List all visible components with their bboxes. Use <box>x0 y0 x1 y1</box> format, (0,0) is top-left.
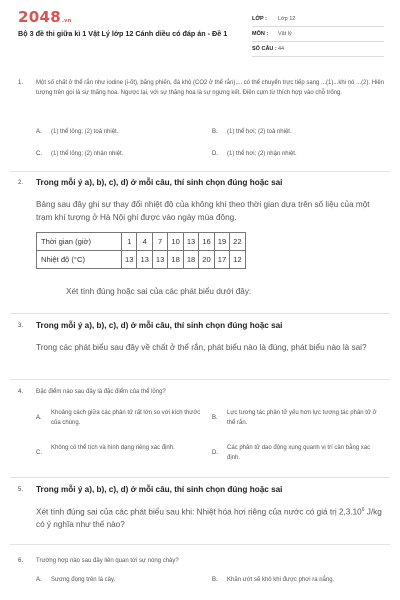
question-number: 1. <box>18 80 24 86</box>
table-cell: 18 <box>168 251 183 269</box>
option-letter: A. <box>36 577 42 583</box>
option-text: Khăn ướt sẽ khô khi được phơi ra nắng. <box>227 577 335 583</box>
option-text: Sương đọng trên lá cây. <box>51 577 116 583</box>
body-text: J/kg có ý nghĩa như thế nào? <box>36 507 382 530</box>
table-cell: 13 <box>122 251 137 269</box>
table-cell: 12 <box>230 251 245 269</box>
divider <box>10 544 390 545</box>
site-logo[interactable] <box>18 8 72 26</box>
meta-value: 44 <box>278 46 285 52</box>
question-heading: Trong mỗi ý a), b), c), d) ở mỗi câu, thí sinh chọn đúng hoặc sai <box>36 485 283 494</box>
divider <box>10 171 390 172</box>
question-number: 2. <box>18 180 24 186</box>
table-cell: 13 <box>137 251 152 269</box>
page-header <box>0 0 400 62</box>
question-text: Một số chất ở thể rắn như iodine (i-ốt), băng phiến, đá khô (CO2 ở thể rắn),... có thể chuyển trực tiếp sang ...(1)...khi nó ...(2). Hiện tượng trên gọi là sự thăng hoa. Ngược lại, với sự thăng hoa là sự ngưng kết. Điền cụm từ thích hợp vào chỗ trống. <box>36 80 385 96</box>
divider <box>10 379 390 380</box>
question-text: Trường hợp nào sau đây liên quan tới sự nóng chảy? <box>36 558 179 564</box>
meta-row-count <box>252 42 384 57</box>
option-letter: C. <box>36 450 42 456</box>
table-cell: 1 <box>122 233 137 251</box>
option-letter: B. <box>212 577 218 583</box>
question-body: Bảng sau đây ghi sự thay đổi nhiệt độ của không khí theo thời gian dựa trên số liệu của một trạm khí tượng ở Hà Nội ghi được vào ngày mùa đông. <box>36 200 370 222</box>
option-text: Khoảng cách giữa các phân tử rất lớn so với kích thước của chúng. <box>51 410 201 426</box>
question-heading: Trong mỗi ý a), b), c), d) ở mỗi câu, thí sinh chọn đúng hoặc sai <box>36 178 283 187</box>
option-letter: A. <box>36 129 42 135</box>
meta-key: SỐ CÂU : <box>252 46 277 52</box>
question-footer: Xét tính đúng hoặc sai của các phát biểu dưới đây: <box>66 287 252 296</box>
option-text: Không có thể tích và hình dạng riêng xác định. <box>51 445 175 451</box>
table-cell: 22 <box>230 233 245 251</box>
row-label-temperature: Nhiệt độ (°C) <box>37 251 122 269</box>
table-cell: 13 <box>152 251 167 269</box>
logo-suffix: .vn <box>61 18 72 24</box>
option-text: (1) thể hơi; (2) toả nhiệt. <box>227 129 292 135</box>
logo-text: 2048 <box>18 8 61 26</box>
meta-row-grade <box>252 12 384 27</box>
option-text: (1) thể hơi; (2) nhận nhiệt. <box>227 151 297 157</box>
option-letter: A. <box>36 415 42 421</box>
meta-row-subject <box>252 27 384 42</box>
table-cell: 18 <box>183 251 198 269</box>
table-cell: 20 <box>199 251 214 269</box>
option-text: (1) thể lỏng; (2) nhận nhiệt. <box>51 151 124 157</box>
document-title: Bộ 3 đề thi giữa kì 1 Vật Lý lớp 12 Cánh diều có đáp án - Đề 1 <box>18 29 228 38</box>
question-heading: Trong mỗi ý a), b), c), d) ở mỗi câu, thí sinh chọn đúng hoặc sai <box>36 321 283 330</box>
meta-key: MÔN : <box>252 31 269 37</box>
meta-key: LỚP : <box>252 16 267 22</box>
divider <box>10 313 390 314</box>
table-cell: 4 <box>137 233 152 251</box>
option-text: (1) thể lỏng; (2) toả nhiệt. <box>51 129 119 135</box>
row-label-time: Thời gian (giờ) <box>37 233 122 251</box>
question-number: 3. <box>18 323 24 329</box>
table-cell: 17 <box>214 251 229 269</box>
table-cell: 7 <box>152 233 167 251</box>
body-text: Xét tính đúng sai của các phát biểu sau khi: Nhiệt hóa hơi riêng của nước có giá trị 2,3.10 <box>36 507 362 517</box>
option-letter: C. <box>36 151 42 157</box>
exponent: 6 <box>361 507 365 513</box>
table-cell: 10 <box>168 233 183 251</box>
option-text: Các phân tử dao động xung quanh vị trí cân bằng xác định. <box>227 445 371 461</box>
option-letter: B. <box>212 415 218 421</box>
table-cell: 13 <box>183 233 198 251</box>
question-body <box>36 504 382 532</box>
question-number: 6. <box>18 558 24 564</box>
option-letter: D. <box>212 151 218 157</box>
option-text: Lực tương tác phân tử yếu hơn lực tương tác phân tử ở thể rắn. <box>227 410 377 426</box>
document-meta <box>252 12 384 57</box>
option-letter: D. <box>212 450 218 456</box>
question-number: 4. <box>18 389 24 395</box>
table-cell: 16 <box>199 233 214 251</box>
table-row <box>37 251 246 269</box>
data-table <box>36 232 246 269</box>
question-number: 5. <box>18 487 24 493</box>
meta-value: Lớp 12 <box>278 16 296 22</box>
question-body: Trong các phát biểu sau đây về chất ở thể rắn, phát biểu nào là đúng, phát biểu nào là sai? <box>36 343 367 352</box>
table-row <box>37 233 246 251</box>
meta-value: Vật lý <box>278 31 292 37</box>
divider <box>10 477 390 478</box>
table-cell: 19 <box>214 233 229 251</box>
option-letter: B. <box>212 129 218 135</box>
question-text: Đặc điểm nào sau đây là đặc điểm của thể lỏng? <box>36 389 166 395</box>
